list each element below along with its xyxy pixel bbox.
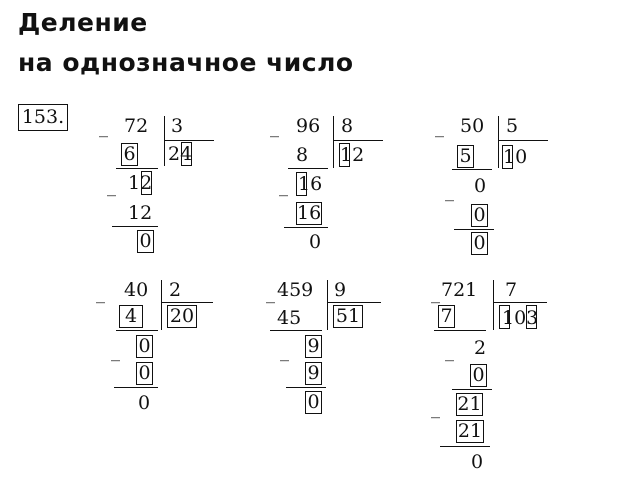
division-vertical-line [327, 280, 328, 330]
remainder-2: 21 [457, 393, 482, 415]
dividend: 459 [277, 279, 314, 301]
underline [288, 168, 328, 169]
division-horizontal-line [333, 140, 383, 141]
divisor: 7 [505, 279, 518, 301]
digit-box [181, 142, 192, 166]
quotient: 51 [333, 305, 363, 328]
subtrahend: 0 [136, 362, 153, 385]
remainder: 2 [474, 337, 487, 359]
quotient: 24 [168, 143, 193, 165]
minus-sign: _ [111, 341, 120, 362]
first-subtrahend: 7 [438, 305, 455, 328]
division-vertical-line [161, 280, 162, 330]
subtrahend: 0 [471, 204, 488, 227]
remainder: 0 [136, 335, 153, 358]
final-remainder: 0 [137, 230, 154, 253]
first-subtrahend: 6 [121, 143, 138, 166]
underline [270, 330, 322, 331]
final-remainder: 0 [305, 391, 322, 414]
division-horizontal-line [493, 302, 547, 303]
final-remainder: 0 [471, 451, 484, 473]
dividend: 50 [460, 115, 485, 137]
division-horizontal-line [164, 140, 214, 141]
divisor: 5 [506, 115, 519, 137]
first-subtrahend: 5 [457, 145, 474, 168]
divisor: 3 [171, 115, 184, 137]
quotient: 20 [167, 305, 197, 328]
division-vertical-line [498, 116, 499, 168]
underline [452, 389, 492, 390]
underline [116, 168, 158, 169]
minus-sign: _ [435, 117, 444, 138]
remainder: 0 [474, 175, 487, 197]
page-title-line1: Деление [18, 8, 148, 37]
subtrahend: 9 [305, 362, 322, 385]
minus-sign: _ [270, 117, 279, 138]
digit-box [502, 145, 513, 169]
dividend: 40 [124, 279, 149, 301]
digit-box [526, 305, 537, 329]
quotient: 103 [502, 307, 539, 329]
minus-sign: _ [280, 341, 289, 362]
final-remainder: 0 [471, 232, 488, 255]
division-vertical-line [333, 116, 334, 168]
digit-box [141, 171, 152, 195]
underline [434, 330, 486, 331]
dividend: 96 [296, 115, 321, 137]
final-remainder: 0 [138, 392, 151, 414]
underline [452, 169, 492, 170]
task-number: 153. [18, 104, 68, 131]
digit-box [499, 305, 510, 329]
final-remainder: 0 [309, 231, 322, 253]
underline [114, 387, 158, 388]
quotient: 10 [503, 146, 528, 168]
first-subtrahend: 45 [277, 307, 302, 329]
subtrahend: 12 [128, 202, 153, 224]
minus-sign: _ [107, 176, 116, 197]
divisor: 2 [169, 279, 182, 301]
subtrahend-2: 21 [457, 420, 483, 442]
first-subtrahend: 4 [119, 305, 143, 328]
underline [112, 226, 158, 227]
underline [286, 387, 326, 388]
division-vertical-line [164, 116, 165, 166]
underline [454, 229, 494, 230]
divisor: 8 [341, 115, 354, 137]
digit-box [339, 143, 350, 167]
minus-sign: _ [266, 283, 275, 304]
minus-sign: _ [96, 283, 105, 304]
divisor: 9 [334, 279, 347, 301]
dividend: 72 [124, 115, 149, 137]
minus-sign: _ [431, 283, 440, 304]
underline [284, 227, 328, 228]
minus-sign: _ [445, 341, 454, 362]
subtrahend: 16 [297, 202, 322, 224]
digit-box [296, 172, 307, 196]
remainder: 9 [305, 335, 322, 358]
remainder: 12 [128, 172, 153, 194]
subtrahend: 0 [470, 364, 487, 387]
quotient: 12 [340, 144, 365, 166]
underline [116, 330, 158, 331]
division-vertical-line [493, 280, 494, 330]
underline [440, 446, 490, 447]
minus-sign: _ [445, 181, 454, 202]
minus-sign: _ [279, 176, 288, 197]
page-title-line2: на однозначное число [18, 48, 354, 77]
minus-sign: _ [99, 117, 108, 138]
division-horizontal-line [161, 302, 213, 303]
dividend: 721 [441, 279, 478, 301]
minus-sign: _ [431, 398, 440, 419]
division-horizontal-line [327, 302, 381, 303]
remainder: 16 [298, 173, 323, 195]
division-horizontal-line [498, 140, 548, 141]
first-subtrahend: 8 [296, 144, 309, 166]
